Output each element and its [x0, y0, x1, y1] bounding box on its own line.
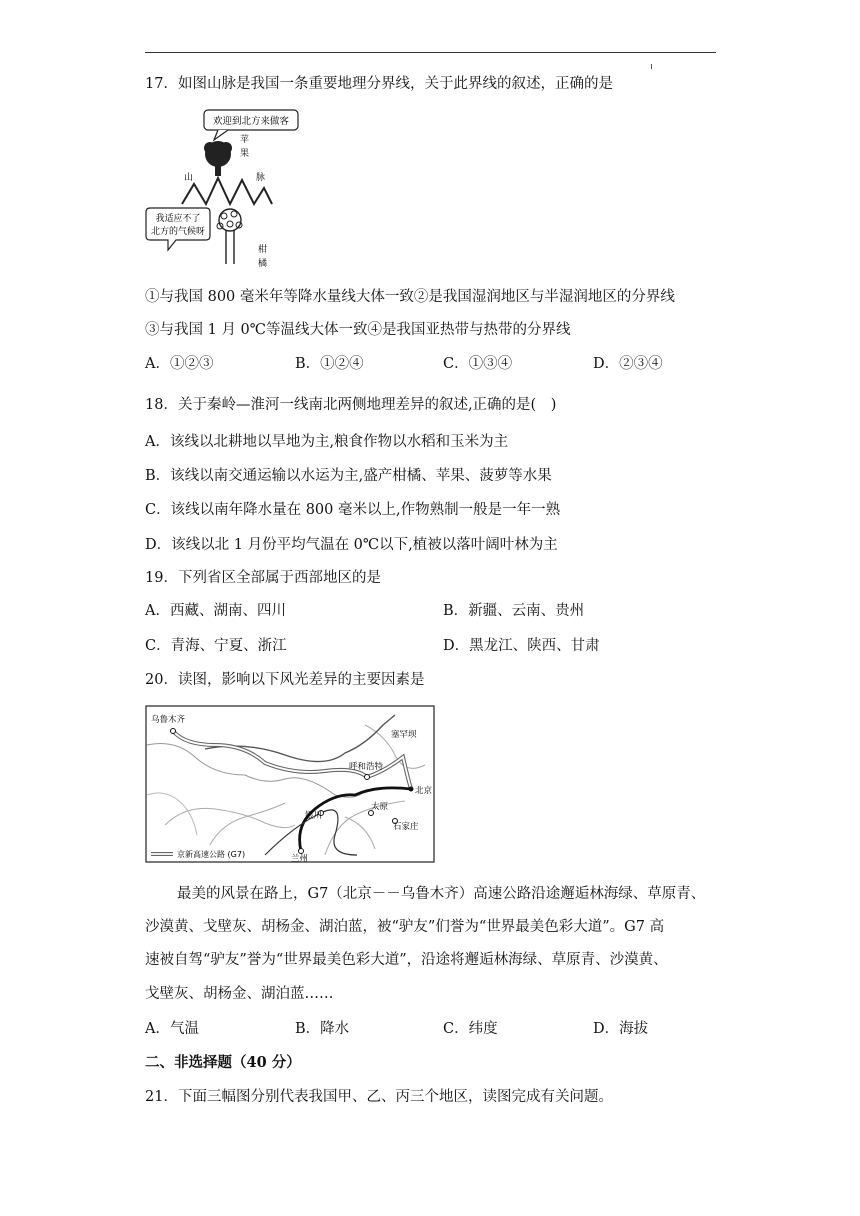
q19-option-d: D．黑龙江、陕西、甘肃 [443, 638, 600, 654]
city-taiyuan: 太原 [371, 802, 389, 812]
q18-option-b: B．该线以南交通运输以水运为主,盛产柑橘、苹果、菠萝等水果 [145, 468, 552, 484]
q18-option-a: A．该线以北耕地以旱地为主,粮食作物以水稻和玉米为主 [145, 434, 509, 450]
q20-option-a: A．气温 [145, 1021, 199, 1037]
q20-stem: 20．读图，影响以下风光差异的主要因素是 [145, 672, 425, 688]
city-beijing: 北京 [415, 786, 433, 796]
q17-stem: 17．如图山脉是我国一条重要地理分界线，关于此界线的叙述，正确的是 [145, 76, 613, 92]
fruit-top-1: 苹 [240, 135, 250, 145]
q17-statement-1: ①与我国 800 毫米年等降水量线大体一致②是我国湿润地区与半湿润地区的分界线 [145, 289, 675, 305]
q20-option-d: D．海拔 [593, 1021, 649, 1037]
apple-tree-trunk [215, 164, 221, 176]
fruit-bottom-1: 柑 [258, 245, 268, 255]
q20-passage-line-4: 戈壁灰、胡杨金、湖泊蓝…… [145, 986, 334, 1002]
city-shijiazhuang: 石家庄 [393, 822, 419, 832]
q19-option-a: A．西藏、湖南、四川 [145, 603, 286, 619]
bubble-bottom-line-1: 我适应不了 [155, 214, 201, 224]
legend-label: 京新高速公路 (G7) [177, 850, 246, 859]
bubble-top-text: 欢迎到北方来做客 [212, 116, 290, 127]
fruit-top-2: 果 [240, 149, 250, 159]
mountain-left-label: 山 [184, 173, 194, 183]
q17-option-d: D．②③④ [593, 356, 663, 372]
q17-figure [140, 104, 310, 272]
q17-option-b: B．①②④ [295, 356, 364, 372]
city-saihanba: 塞罕坝 [391, 730, 417, 740]
q20-passage-line-2: 沙漠黄、戈壁灰、胡杨金、湖泊蓝，被“驴友”们誉为“世界最美色彩大道”。G7 高 [145, 919, 665, 935]
fruit-bottom-2: 橘 [258, 259, 268, 269]
q18-option-c: C．该线以南年降水量在 800 毫米以上,作物熟制一般是一年一熟 [145, 502, 561, 518]
citrus-tree-trunk [226, 230, 234, 264]
q18-stem: 18．关于秦岭—淮河一线南北两侧地理差异的叙述,正确的是( ) [145, 397, 557, 413]
q19-option-c: C．青海、宁夏、浙江 [145, 638, 287, 654]
mountain-right-label: 脉 [256, 173, 266, 183]
header-rule [145, 52, 716, 53]
q17-option-c: C．①③④ [443, 356, 513, 372]
q20-passage-line-1: 最美的风景在路上，G7（北京－－乌鲁木齐）高速公路沿途邂逅林海绿、草原青、 [177, 886, 706, 902]
q18-option-d: D．该线以北 1 月份平均气温在 0℃以下,植被以落叶阔叶林为主 [145, 537, 558, 553]
q21-stem: 21．下面三幅图分别代表我国甲、乙、丙三个地区，读图完成有关问题。 [145, 1089, 613, 1105]
q17-option-a: A．①②③ [145, 356, 214, 372]
q20-map [145, 705, 435, 863]
city-hohhot: 呼和浩特 [349, 762, 384, 772]
q20-option-b: B．降水 [295, 1021, 350, 1037]
q20-passage-line-3: 速被自驾“驴友”誉为“世界最美色彩大道”，沿途将邂逅林海绿、草原青、沙漠黄、 [145, 952, 668, 968]
q17-statement-2: ③与我国 1 月 0℃等温线大体一致④是我国亚热带与热带的分界线 [145, 322, 571, 338]
section-2-heading: 二、非选择题（40 分） [145, 1054, 301, 1071]
q20-option-c: C．纬度 [443, 1021, 498, 1037]
q19-stem: 19．下列省区全部属于西部地区的是 [145, 570, 381, 586]
city-yinchuan: 银川 [305, 811, 323, 821]
header-tick [651, 64, 652, 69]
bubble-bottom-line-2: 北方的气候呀 [150, 227, 206, 237]
city-urumqi: 乌鲁木齐 [151, 715, 186, 725]
bubble-top-tail [214, 130, 228, 140]
city-lanzhou: 兰州 [291, 854, 309, 863]
q19-option-b: B．新疆、云南、贵州 [443, 603, 585, 619]
